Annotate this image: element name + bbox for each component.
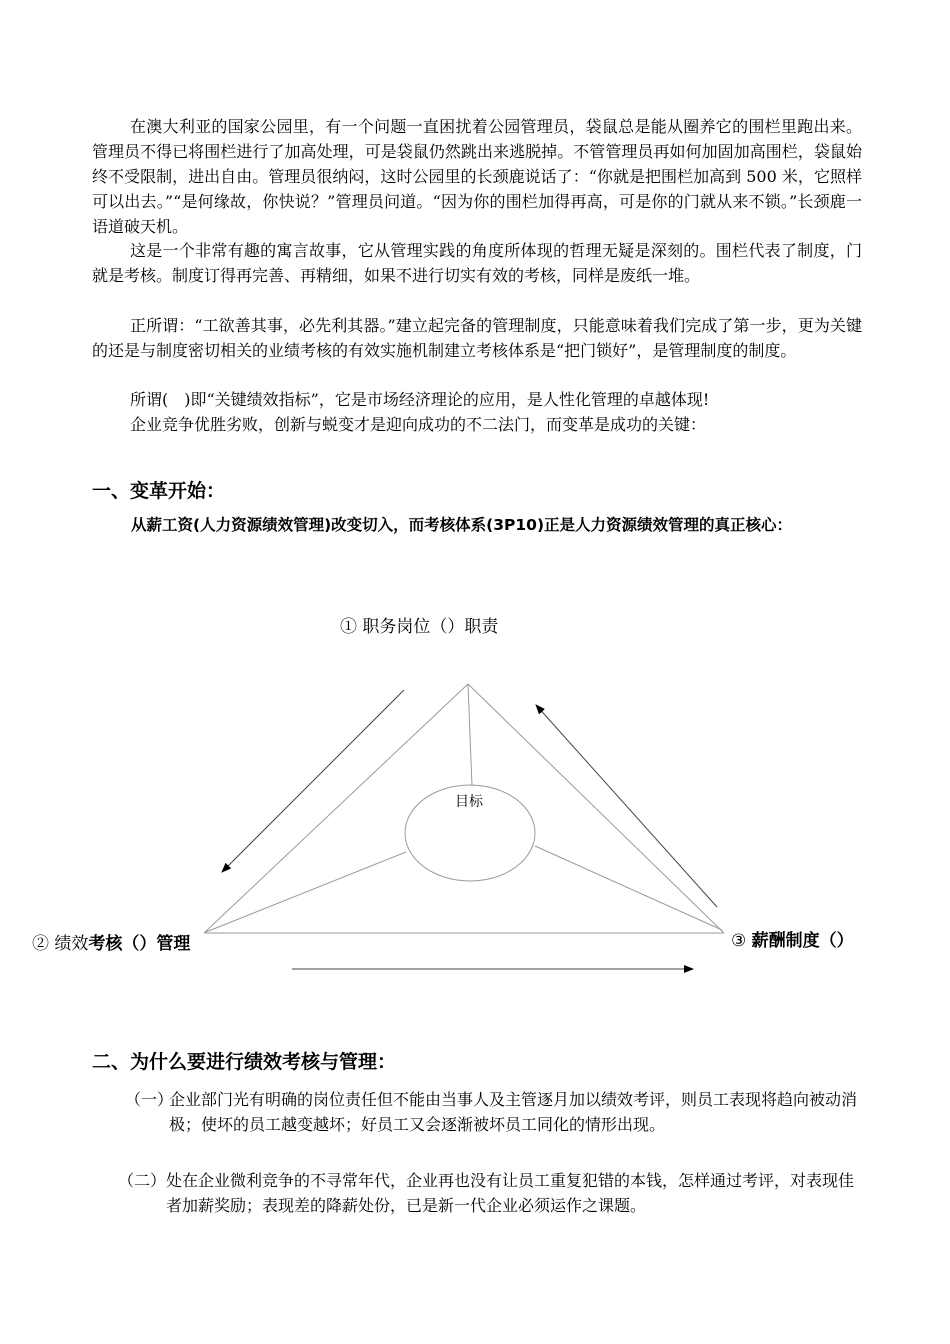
- diagram-center-label: 目标: [455, 794, 483, 810]
- intro-paragraph-5: 企业竞争优胜劣败，创新与蜕变才是迎向成功的不二法门，而变革是成功的关键：: [130, 415, 707, 434]
- triangle-left-edge: [204, 684, 468, 933]
- left-down-arrow: [222, 690, 404, 872]
- triangle-right-edge: [468, 684, 724, 933]
- diagram-left-label-prefix: ② 绩效: [32, 934, 89, 954]
- intro-paragraph-3: 正所谓：“工欲善其事，必先利其器。”建立起完备的管理制度，只能意味着我们完成了第一步，更为关键的还是与制度密切相关的业绩考核的有效实施机制建立考核体系是“把门锁好”，是管理制度的制度。: [92, 316, 862, 360]
- section-2-heading: 二、为什么要进行绩效考核与管理：: [92, 1051, 397, 1073]
- left-spoke-line: [206, 852, 406, 932]
- intro-paragraph-4: 所谓( )即“关键绩效指标”，它是市场经济理论的应用，是人性化管理的卓越体现!: [130, 390, 710, 409]
- diagram-top-label: ① 职务岗位（）职责: [340, 617, 499, 637]
- diagram-right-label: [731, 926, 854, 951]
- intro-paragraph-1: 在澳大利亚的国家公园里，有一个问题一直困扰着公园管理员，袋鼠总是能从圈养它的围栏里跑出来。管理员不得已将围栏进行了加高处理，可是袋鼠仍然跳出来逃脱掉。不管管理员再如何加固加高围栏，袋鼠始终不受限制，进出自由。管理员很纳闷，这时公园里的长颈鹿说话了：“你就是把围栏加高到 500 米，它照样可以出去。”“是何缘故，你快说？”管理员问道。“因为你的围栏加得再高，可是你的门就从来不锁。”长颈鹿一语道破天机。: [92, 117, 862, 236]
- diagram-right-label-prefix: ③: [731, 931, 752, 951]
- right-up-arrow: [536, 705, 717, 907]
- list-item-2: [118, 1168, 866, 1218]
- section-1-subtext: 从薪工资(人力资源绩效管理)改变切入，而考核体系(3P10)正是人力资源绩效管理的真正核心：: [131, 516, 793, 534]
- list-item-2-text: 处在企业微利竞争的不寻常年代，企业再也没有让员工重复犯错的本钱，怎样通过考评，对表现佳者加薪奖励；表现差的降薪处份，已是新一代企业必须运作之课题。: [166, 1171, 855, 1215]
- diagram-right-label-bold: 薪酬制度（）: [751, 931, 854, 951]
- section-1-heading: 一、变革开始：: [92, 480, 226, 502]
- list-item-1: [125, 1087, 863, 1137]
- apex-to-target-line: [468, 684, 472, 786]
- list-item-1-number: （一）: [125, 1090, 174, 1109]
- diagram-left-label: [32, 929, 190, 954]
- list-item-2-number: （二）: [118, 1171, 167, 1190]
- list-item-1-text: 企业部门光有明确的岗位责任但不能由当事人及主管逐月加以绩效考评，则员工表现将趋向被动消极；使坏的员工越变越坏；好员工又会逐渐被坏员工同化的情形出现。: [169, 1090, 858, 1134]
- diagram-left-label-bold: 考核（）管理: [88, 934, 191, 954]
- right-spoke-line: [535, 846, 722, 930]
- intro-paragraph-2: 这是一个非常有趣的寓言故事，它从管理实践的角度所体现的哲理无疑是深刻的。围栏代表了制度，门就是考核。制度订得再完善、再精细，如果不进行切实有效的考核，同样是废纸一堆。: [92, 241, 862, 285]
